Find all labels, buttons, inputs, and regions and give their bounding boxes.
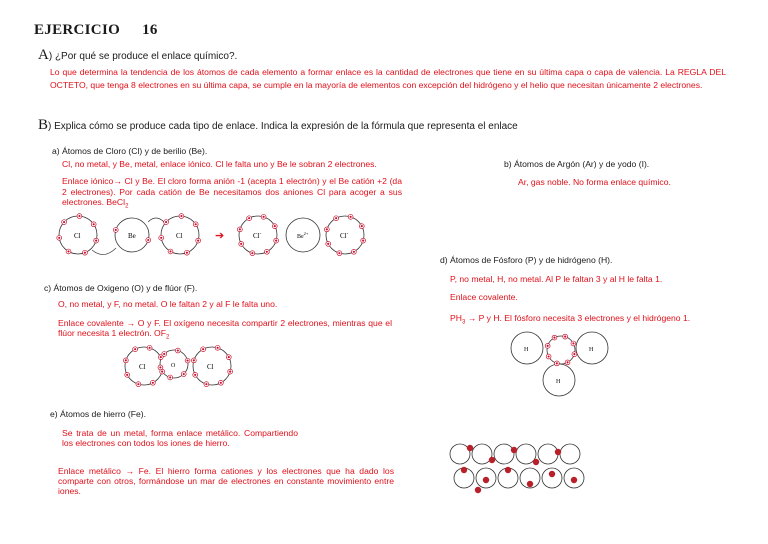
electron-core bbox=[169, 376, 171, 378]
free-electron bbox=[489, 457, 495, 463]
section-a-question-text: ) ¿Por qué se produce el enlace químico?. bbox=[48, 51, 238, 62]
atom-label: Cl bbox=[207, 363, 214, 371]
free-electron bbox=[555, 449, 561, 455]
cl-anion-right bbox=[326, 216, 364, 254]
page-title bbox=[34, 22, 158, 39]
free-electron bbox=[511, 447, 517, 453]
electron-core bbox=[564, 336, 566, 338]
electron-core bbox=[220, 382, 222, 384]
atom-label: H bbox=[589, 347, 594, 353]
part-e-heading: e) Átomos de hierro (Fe). bbox=[50, 409, 146, 419]
part-a-heading: a) Átomos de Cloro (Cl) y de berilio (Be). bbox=[52, 146, 208, 156]
electron-core bbox=[161, 371, 163, 373]
atom-label: Cl bbox=[139, 363, 146, 371]
ph3-sub: 3 bbox=[461, 319, 466, 326]
free-electron bbox=[527, 481, 533, 487]
free-electron bbox=[483, 477, 489, 483]
iron-ion bbox=[538, 444, 558, 464]
electron-core bbox=[160, 237, 162, 239]
free-electron bbox=[461, 467, 467, 473]
electron-core bbox=[251, 252, 253, 254]
electron-core bbox=[239, 228, 241, 230]
free-electron bbox=[505, 467, 511, 473]
iron-ion bbox=[560, 444, 580, 464]
electron-core bbox=[78, 215, 80, 217]
atom-label: Cl bbox=[176, 232, 183, 240]
part-d-line3 bbox=[450, 313, 690, 326]
electron-core bbox=[362, 240, 364, 242]
electron-core bbox=[240, 243, 242, 245]
electron-core bbox=[217, 347, 219, 349]
part-c-line1: O, no metal, y F, no metal. O le faltan 2 y al F le falta uno. bbox=[58, 299, 278, 309]
electron-core bbox=[177, 349, 179, 351]
electron-core bbox=[159, 366, 161, 368]
electron-core bbox=[186, 359, 188, 361]
electron-core bbox=[95, 240, 97, 242]
electron-core bbox=[566, 361, 568, 363]
part-c-line2-sub: 2 bbox=[165, 334, 170, 341]
iron-ion bbox=[494, 444, 514, 464]
ion-label-text: Cl bbox=[340, 232, 347, 240]
electron-core bbox=[248, 217, 250, 219]
electron-core bbox=[275, 240, 277, 242]
free-electron bbox=[475, 487, 481, 493]
electron-core bbox=[194, 374, 196, 376]
electron-core bbox=[556, 362, 558, 364]
iron-ion-lattice bbox=[450, 444, 584, 493]
p-atom bbox=[547, 336, 575, 364]
electron-core bbox=[169, 250, 171, 252]
ionic-bond-diagram bbox=[52, 210, 372, 260]
part-c-line2 bbox=[58, 318, 392, 343]
be-atom bbox=[115, 218, 149, 252]
part-c-line2-text: Enlace covalente → O y F. El oxígeno necesita compartir 2 electrones, mientras que el flúor necesita 1 electrón. OF bbox=[58, 318, 392, 338]
electron-core bbox=[573, 353, 575, 355]
free-electron bbox=[467, 445, 473, 451]
electron-core bbox=[63, 221, 65, 223]
part-d-line2: Enlace covalente. bbox=[450, 292, 518, 302]
electron-core bbox=[263, 216, 265, 218]
section-a-answer: Lo que determina la tendencia de los átomos de cada elemento a formar enlace es la cantidad de electrones que tiene en su última capa o capa de valencia. La REGLA DEL OCTETO, que tenga 8 electrones en su última capa, se cumple en la mayoría de elementos con excepción del hidrógeno y el helio que necesitan únicamente 2 electrones. bbox=[50, 67, 726, 90]
section-a-question bbox=[38, 47, 237, 64]
part-a-line2-sub: 2 bbox=[125, 203, 129, 210]
part-b-heading: b) Átomos de Argón (Ar) y de yodo (I). bbox=[504, 159, 650, 169]
covalent-ph3-diagram bbox=[505, 328, 615, 400]
electron-core bbox=[195, 223, 197, 225]
atom-label: H bbox=[524, 347, 529, 353]
electron-core bbox=[163, 353, 165, 355]
electron-core bbox=[228, 356, 230, 358]
atom-label: Cl bbox=[74, 232, 81, 240]
electron-core bbox=[326, 228, 328, 230]
free-electron bbox=[549, 471, 555, 477]
electron-core bbox=[547, 345, 549, 347]
atom-label: Be bbox=[128, 232, 136, 240]
part-d-line1: P, no metal, H, no metal. Al P le faltan 3 y al H le falta 1. bbox=[450, 274, 663, 284]
electron-core bbox=[67, 250, 69, 252]
atom-label: H bbox=[556, 379, 561, 385]
electron-core bbox=[205, 383, 207, 385]
ion-charge: 2+ bbox=[303, 231, 309, 236]
ion-charge: - bbox=[346, 232, 349, 237]
electron-core bbox=[183, 373, 185, 375]
electron-core bbox=[335, 217, 337, 219]
electron-core bbox=[361, 225, 363, 227]
cl-anion-left bbox=[239, 216, 277, 254]
ion-charge: - bbox=[259, 232, 262, 237]
ion-label-text: Be bbox=[297, 234, 304, 240]
part-d-heading: d) Átomos de Fósforo (P) y de hidrógeno (H). bbox=[440, 255, 613, 265]
part-c-heading: c) Átomos de Oxigeno (O) y de flúor (F). bbox=[44, 283, 198, 293]
covalent-of2-diagram bbox=[122, 342, 252, 390]
electron-core bbox=[152, 382, 154, 384]
electron-core bbox=[553, 337, 555, 339]
transfer-arrow-left bbox=[92, 248, 116, 255]
electron-core bbox=[202, 348, 204, 350]
electron-core bbox=[180, 215, 182, 217]
electron-core bbox=[58, 237, 60, 239]
electron-core bbox=[147, 239, 149, 241]
title-text: EJERCICIO bbox=[34, 22, 121, 38]
electron-core bbox=[338, 252, 340, 254]
electron-core bbox=[137, 383, 139, 385]
electron-core bbox=[93, 223, 95, 225]
electron-core bbox=[350, 216, 352, 218]
part-e-line2: Enlace metálico → Fe. El hierro forma cationes y los electrones que ha dado los comparte con otros, formándose un mar de electrones en constante movimiento entre iones. bbox=[58, 466, 394, 496]
electron-core bbox=[84, 252, 86, 254]
part-a-line2 bbox=[62, 176, 402, 212]
electron-core bbox=[572, 342, 574, 344]
electron-core bbox=[160, 356, 162, 358]
electron-core bbox=[274, 225, 276, 227]
electron-core bbox=[126, 374, 128, 376]
be-cation bbox=[286, 218, 320, 252]
free-electron bbox=[533, 459, 539, 465]
reaction-arrow: ➔ bbox=[215, 230, 225, 242]
electron-core bbox=[266, 251, 268, 253]
electron-core bbox=[229, 371, 231, 373]
ph3-formula: PH bbox=[450, 313, 462, 323]
electron-core bbox=[193, 359, 195, 361]
part-a-line1: Cl, no metal, y Be, metal, enlace iónico. Cl le falta uno y Be le sobran 2 electrones. bbox=[62, 159, 377, 169]
electron-core bbox=[165, 221, 167, 223]
part-a-line2-text: Enlace iónico→ Cl y Be. El cloro forma anión -1 (acepta 1 electrón) y el Be catión +2 (da 2 electrones). Por cada catión de Be necesitamos dos aniones Cl para acoger a sus electrones. BeCl bbox=[62, 176, 402, 207]
section-b-question-text: ) Explica cómo se produce cada tipo de enlace. Indica la expresión de la fórmula que representa el enlace bbox=[48, 121, 518, 132]
transfer-arrow-right bbox=[148, 218, 164, 222]
section-a-letter: A bbox=[38, 47, 49, 63]
section-b-question bbox=[38, 117, 518, 134]
section-b-letter: B bbox=[38, 117, 49, 133]
electron-core bbox=[115, 229, 117, 231]
electron-core bbox=[197, 240, 199, 242]
part-e-line1: Se trata de un metal, forma enlace metálico. Compartiendo los electrones con todos los iones de hierro. bbox=[62, 428, 298, 448]
electron-core bbox=[125, 359, 127, 361]
part-b-line1: Ar, gas noble. No forma enlace químico. bbox=[518, 177, 671, 187]
electron-core bbox=[353, 251, 355, 253]
part-d-line3-text: → P y H. El fósforo necesita 3 electrones y el hidrógeno 1. bbox=[465, 313, 691, 323]
atom-label: O bbox=[171, 363, 176, 369]
exercise-number: 16 bbox=[142, 22, 158, 38]
metallic-bond-diagram bbox=[448, 440, 588, 496]
free-electron bbox=[571, 477, 577, 483]
ion-label-text: Cl bbox=[253, 232, 260, 240]
electron-core bbox=[134, 348, 136, 350]
electron-core bbox=[327, 243, 329, 245]
electron-core bbox=[149, 347, 151, 349]
electron-core bbox=[186, 252, 188, 254]
electron-core bbox=[548, 355, 550, 357]
